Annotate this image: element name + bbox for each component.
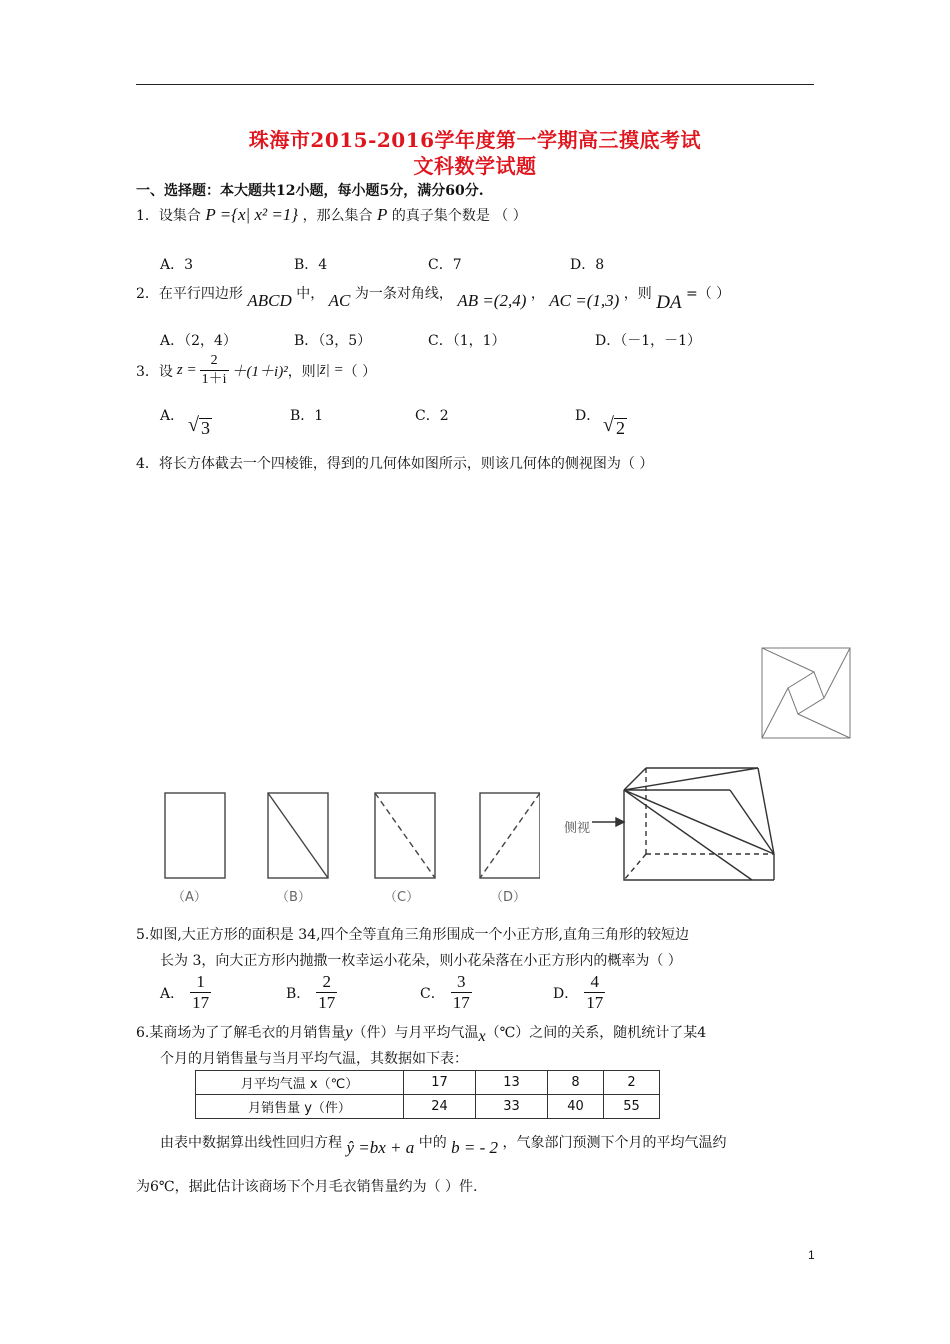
- question-2: [136, 282, 731, 313]
- table-cell: 2: [604, 1071, 660, 1095]
- question-6-line2: 个月的月销售量与当月平均气温，其数据如下表：: [160, 1051, 468, 1067]
- table-cell: 33: [476, 1095, 548, 1119]
- q6-y-var: y: [345, 1024, 353, 1041]
- q6-line1-a: 6.某商场为了了解毛衣的月销售量: [136, 1025, 346, 1041]
- q1-middle: ，那么集合: [302, 208, 373, 224]
- question-6-line4: 为6℃，据此估计该商场下个月毛衣销售量约为（ ）件.: [136, 1179, 478, 1195]
- q5-option-c-denominator: 17: [452, 993, 470, 1012]
- q2-abcd: ABCD: [247, 291, 292, 310]
- question-6-line3: [160, 1132, 727, 1157]
- q2-option-b: B．（3，5）: [294, 333, 372, 349]
- q3-option-a-sqrt: √ 3: [188, 414, 210, 438]
- q3-mid: ，则: [287, 363, 316, 380]
- q1-prefix: 1．设集合: [136, 208, 201, 224]
- q5-option-d-fraction: [584, 972, 605, 1013]
- hidden-depth-edge: [624, 854, 646, 880]
- q5-option-b-denominator: 17: [318, 993, 336, 1012]
- question-5-line1: 5.如图,大正方形的面积是 34,四个全等直角三角形围成一个小正方形,直角三角形的较短边: [136, 927, 689, 943]
- q2-option-a: A．（2，4）: [160, 333, 237, 349]
- header-rule: [136, 84, 814, 85]
- table-cell: 月平均气温 x（℃）: [196, 1071, 404, 1095]
- q2-suffix: =（ ）: [686, 286, 731, 302]
- q3-suffix: （ ）: [343, 363, 377, 380]
- q1-set: P ={x| x² =1}: [205, 205, 299, 224]
- question-5-line2: 长为 3，向大正方形内抛撒一枚幸运小花朵，则小花朵落在小正方形内的概率为（ ）: [160, 953, 682, 969]
- q5-option-a-label: A．: [160, 985, 185, 1002]
- table-cell: 8: [548, 1071, 604, 1095]
- q5-option-b-label: B．: [286, 985, 311, 1002]
- q5-option-d-numerator: 4: [590, 972, 599, 991]
- q1-suffix: 的真子集个数是 （ ）: [391, 208, 527, 224]
- view-a-label: （A）: [172, 890, 207, 905]
- q3-prefix: 3．设: [136, 363, 173, 380]
- view-a-rect: [165, 793, 225, 878]
- table-cell: 13: [476, 1071, 548, 1095]
- table-cell: 17: [404, 1071, 476, 1095]
- view-b-label: （B）: [276, 890, 311, 905]
- q2-mid1: 中，: [296, 286, 325, 302]
- q5-option-a: [160, 972, 211, 1013]
- q6-line1-b: （件）与月平均气温: [352, 1025, 479, 1041]
- side-view-options: [160, 790, 540, 905]
- q2-option-d: D．（－1，－1）: [595, 333, 702, 349]
- section-heading: 一、选择题：本大题共12小题，每小题5分，满分60分.: [136, 183, 484, 199]
- q5-option-b: [286, 972, 337, 1013]
- q3-fraction-denominator: 1＋i: [201, 372, 227, 387]
- triangle-edge-4: [762, 688, 788, 738]
- q1-option-d: D．8: [570, 257, 605, 273]
- back-right-edge: [758, 768, 774, 854]
- arrow-head-icon: [616, 818, 624, 826]
- q3-fraction-numerator: 2: [210, 353, 218, 368]
- q5-option-b-fraction: [316, 972, 337, 1013]
- q2-da: DA: [656, 292, 682, 313]
- table-row: [196, 1071, 660, 1095]
- triangle-edge-2: [824, 648, 850, 698]
- q5-option-c-numerator: 3: [456, 972, 466, 991]
- q5-option-c-fraction: [451, 972, 472, 1013]
- q3-option-b: B．1: [290, 408, 324, 424]
- q5-option-d-denominator: 17: [586, 993, 604, 1012]
- question-3: [136, 352, 376, 389]
- table-cell: 月销售量 y（件）: [196, 1095, 404, 1119]
- q3-option-d: [575, 405, 600, 425]
- q3-option-a: [160, 405, 184, 425]
- q2-option-c: C．（1，1）: [428, 333, 506, 349]
- exam-title: 珠海市2015-2016学年度第一学期高三摸底考试: [248, 128, 702, 152]
- triangle-edge-3: [798, 714, 850, 738]
- large-square: [762, 648, 850, 738]
- q3-option-c: C．2: [415, 408, 449, 424]
- q3-sqrt2-radicand: 2: [615, 418, 625, 438]
- pinwheel-square-figure: [760, 646, 852, 742]
- q3-option-a-label: A．: [160, 408, 185, 424]
- small-square: [788, 672, 824, 714]
- q3-sqrt3-radicand: 3: [200, 418, 210, 438]
- q5-option-d-label: D．: [553, 985, 579, 1002]
- solid-figure: [590, 762, 780, 884]
- question-1: [136, 205, 527, 225]
- diagonal-to-bottom: [624, 790, 752, 880]
- q6-b-value: b = - 2: [451, 1138, 499, 1157]
- q2-comma: ，: [530, 286, 545, 302]
- q6-line3-c: ，气象部门预测下个月的平均气温约: [502, 1135, 727, 1151]
- q5-option-a-denominator: 17: [192, 993, 210, 1012]
- view-b-solid-diagonal: [268, 793, 328, 878]
- q6-line1-c: （℃）之间的关系，随机统计了某4: [485, 1025, 707, 1041]
- q3-abs-z: |z̄| =: [315, 362, 344, 378]
- table-cell: 40: [548, 1095, 604, 1119]
- q6-regression-equation: ŷ =bx + a: [346, 1138, 415, 1157]
- q2-prefix: 2．在平行四边形: [136, 286, 243, 302]
- q1-option-c: C．7: [428, 257, 462, 273]
- face-diagonal-top: [624, 768, 758, 790]
- q5-option-c-label: C．: [420, 985, 445, 1002]
- q2-ac: AC: [328, 291, 351, 310]
- question-6-line1: [136, 1022, 707, 1045]
- table-cell: 55: [604, 1095, 660, 1119]
- side-view-label: 侧视: [564, 821, 591, 836]
- triangle-edge-1: [762, 648, 814, 672]
- q2-mid2: 为一条对角线，: [354, 286, 453, 302]
- exam-subtitle: 文科数学试题: [413, 154, 537, 178]
- table-row: [196, 1095, 660, 1119]
- question-4: 4．将长方体截去一个四棱锥，得到的几何体如图所示，则该几何体的侧视图为（ ）: [136, 456, 654, 472]
- q5-option-a-numerator: 1: [196, 972, 205, 991]
- q5-option-a-fraction: [190, 972, 211, 1013]
- table-cell: 24: [404, 1095, 476, 1119]
- view-d-dashed-diagonal: [480, 793, 540, 878]
- q3-option-d-sqrt: √ 2: [603, 414, 625, 438]
- q1-var: P: [377, 205, 388, 224]
- q2-mid3: ，则: [623, 286, 652, 302]
- view-c-dashed-diagonal: [375, 793, 435, 878]
- q3-z-equals: z =: [176, 362, 197, 378]
- view-c-label: （C）: [384, 890, 420, 905]
- q3-plus-term: ＋(1＋i)²: [231, 364, 288, 380]
- q6-line3-a: 由表中数据算出线性回归方程: [160, 1135, 342, 1151]
- view-d-label: （D）: [490, 890, 527, 905]
- q1-option-a: A．3: [160, 257, 194, 273]
- q3-fraction: [200, 352, 229, 389]
- q1-option-b: B．4: [294, 257, 328, 273]
- q3-option-d-label: D．: [575, 408, 601, 424]
- temperature-sales-table: [195, 1070, 660, 1119]
- q5-option-b-numerator: 2: [322, 972, 332, 991]
- q5-option-c: [420, 972, 472, 1013]
- q6-x-var: x: [478, 1028, 486, 1045]
- q5-option-d: [553, 972, 605, 1013]
- q6-line3-b: 中的: [418, 1135, 447, 1151]
- q2-ab-vector: AB =(2,4): [457, 291, 527, 310]
- page-number: 1: [808, 1248, 815, 1262]
- q2-ac-vector: AC =(1,3): [549, 291, 620, 310]
